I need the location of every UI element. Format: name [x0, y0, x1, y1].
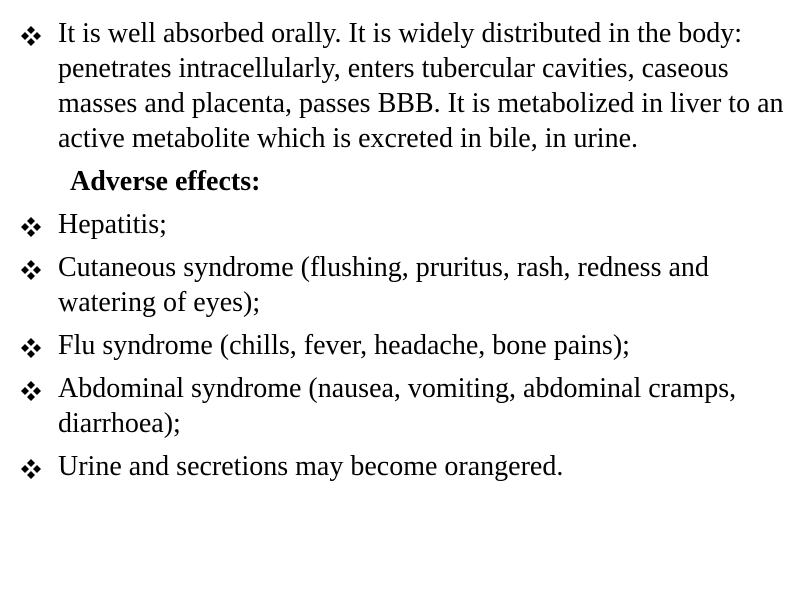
list-item [18, 207, 788, 242]
four-diamond-bullet-icon [20, 216, 42, 238]
list-item [18, 449, 788, 484]
item-text: Cutaneous syndrome (flushing, pruritus, rash, redness and watering of eyes); [58, 252, 709, 318]
four-diamond-bullet-icon [20, 337, 42, 359]
four-diamond-bullet-icon [20, 458, 42, 480]
item-text: Abdominal syndrome (nausea, vomiting, abdominal cramps, diarrhoea); [58, 373, 737, 439]
adverse-effects-heading: Adverse effects: [70, 166, 261, 197]
item-text: Urine and secretions may become orangered. [58, 451, 564, 482]
four-diamond-bullet-icon [20, 380, 42, 402]
list-item [18, 250, 788, 320]
four-diamond-bullet-icon [20, 259, 42, 281]
item-text: Hepatitis; [58, 209, 167, 240]
four-diamond-bullet-icon [20, 25, 42, 47]
bullet-list [18, 16, 788, 492]
item-text: Flu syndrome (chills, fever, headache, bone pains); [58, 330, 630, 361]
intro-text: It is well absorbed orally. It is widely distributed in the body: penetrates intracellularly, enters tubercular cavities, caseous masses and placenta, passes BBB. It is metabolized in liver to an active metabolite which is excreted in bile, in urine. [58, 18, 784, 154]
list-item [18, 328, 788, 363]
list-item [18, 371, 788, 441]
list-item [18, 16, 788, 156]
